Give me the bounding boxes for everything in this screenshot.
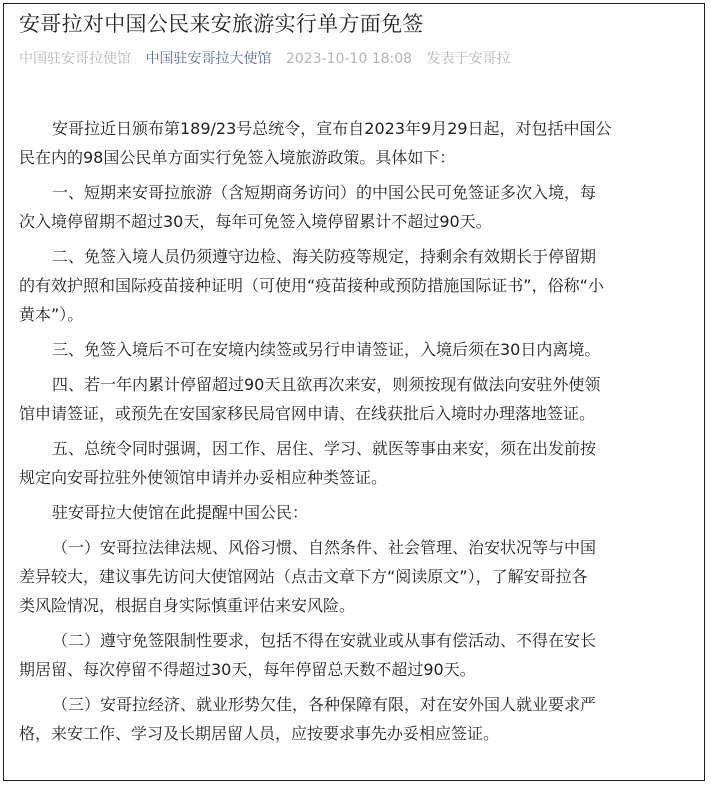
text-line: 差异较大，建议事先访问大使馆网站（点击文章下方“阅读原文”），了解安哥拉各 — [19, 567, 588, 586]
text-line: （三）安哥拉经济、就业形势欠佳，各种保障有限，对在安外国人就业要求严 — [52, 695, 597, 714]
article-meta — [19, 48, 521, 70]
paragraph-reminder-1 — [19, 533, 695, 620]
text-line: 期居留、每次停留不得超过30天，每年停留总天数不超过90天。 — [19, 660, 476, 679]
paragraph-intro — [19, 114, 695, 172]
article-author: 中国驻安哥拉使馆 — [19, 51, 131, 67]
text-line: 规定向安哥拉驻外使领馆申请并办妥相应种类签证。 — [19, 468, 388, 487]
paragraph-item-5 — [19, 434, 695, 492]
publish-location: 发表于安哥拉 — [426, 51, 511, 67]
paragraph-item-2 — [19, 242, 695, 329]
text-line: 馆申请签证，或预先在安国家移民局官网申请、在线获批后入境时办理落地签证。 — [19, 404, 596, 423]
text-line: 次入境停留期不超过30天，每年可免签入境停留累计不超过90天。 — [19, 212, 492, 231]
text-line: （一）安哥拉法律法规、风俗习惯、自然条件、社会管理、治安状况等与中国 — [52, 538, 597, 557]
text-line: （二）遵守免签限制性要求，包括不得在安就业或从事有偿活动、不得在安长 — [52, 631, 597, 650]
text-line: 驻安哥拉大使馆在此提醒中国公民： — [52, 503, 309, 522]
publish-datetime: 2023-10-10 18:08 — [285, 51, 413, 67]
paragraph-item-1 — [19, 178, 695, 236]
text-line: 类风险情况，根据自身实际慎重评估来安风险。 — [19, 596, 356, 615]
account-name-link[interactable]: 中国驻安哥拉大使馆 — [145, 51, 272, 67]
paragraph-item-4 — [19, 370, 695, 428]
paragraph-reminder-heading — [19, 498, 695, 527]
paragraph-item-3 — [19, 335, 695, 364]
text-line: 四、若一年内累计停留超过90天且欲再次来安，则须按现有做法向安驻外使领 — [52, 375, 601, 394]
paragraph-reminder-2 — [19, 626, 695, 684]
text-line: 格，来安工作、学习及长期居留人员，应按要求事先办妥相应签证。 — [19, 724, 500, 743]
article-body — [19, 114, 695, 754]
text-line: 安哥拉近日颁布第189/23号总统令，宣布自2023年9月29日起，对包括中国公 — [52, 119, 612, 138]
paragraph-reminder-3 — [19, 690, 695, 748]
text-line: 一、短期来安哥拉旅游（含短期商务访问）的中国公民可免签证多次入境，每 — [52, 183, 597, 202]
text-line: 黄本”）。 — [19, 305, 84, 324]
text-line: 二、免签入境人员仍须遵守边检、海关防疫等规定，持剩余有效期长于停留期 — [52, 247, 597, 266]
article-frame — [3, 3, 705, 781]
article-title: 安哥拉对中国公民来安旅游实行单方面免签 — [19, 12, 424, 36]
text-line: 三、免签入境后不可在安境内续签或另行申请签证，入境后须在30日内离境。 — [52, 340, 601, 359]
text-line: 民在内的98国公民单方面实行免签入境旅游政策。具体如下： — [19, 148, 456, 167]
text-line: 的有效护照和国际疫苗接种证明（可使用“疫苗接种或预防措施国际证书”，俗称“小 — [19, 276, 604, 295]
text-line: 五、总统令同时强调，因工作、居住、学习、就医等事由来安，须在出发前按 — [52, 439, 597, 458]
